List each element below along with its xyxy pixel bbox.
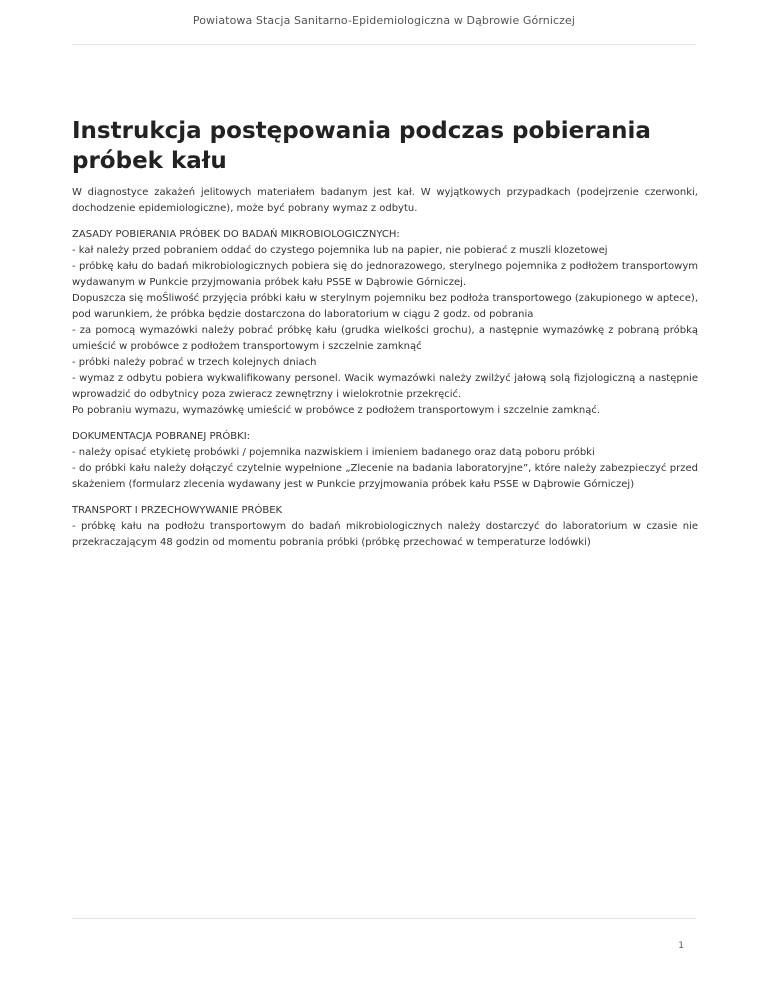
intro-block bbox=[72, 185, 698, 217]
page-header: Powiatowa Stacja Sanitarno-Epidemiologiczna w Dąbrowie Górniczej bbox=[192, 14, 576, 27]
page-number: 1 bbox=[678, 941, 684, 951]
section-line: - kał należy przed pobraniem oddać do czystego pojemnika lub na papier, nie pobierać z muszli klozetowej bbox=[72, 245, 608, 256]
header-divider bbox=[72, 44, 696, 45]
section-line: - próbki należy pobrać w trzech kolejnych dniach bbox=[72, 357, 317, 368]
section-line: Po pobraniu wymazu, wymazówkę umieścić w probówce z podłożem transportowym i szczelnie zamknąć. bbox=[72, 405, 601, 416]
intro-paragraph: W diagnostyce zakażeń jelitowych materiałem badanym jest kał. W wyjątkowych przypadkach (podejrzenie czerwonki, dochodzenie epidemiologiczne), może być pobrany wymaz z odbytu. bbox=[72, 187, 698, 214]
section-heading: DOKUMENTACJA POBRANEJ PRÓBKI: bbox=[72, 431, 251, 442]
section-line: - należy opisać etykietę probówki / pojemnika nazwiskiem i imieniem badanego oraz datą poboru próbki bbox=[72, 447, 595, 458]
section-heading: ZASADY POBIERANIA PRÓBEK DO BADAŃ MIKROBIOLOGICZNYCH: bbox=[72, 229, 400, 240]
section-line: Dopuszcza się moŜliwość przyjęcia próbki kału w sterylnym pojemniku bez podłoża transportowego (zakupionego w aptece), pod warunkiem, że próbka będzie dostarczona do laboratorium w ciągu 2 godz. od pobrania bbox=[72, 293, 698, 320]
section-documentation bbox=[72, 429, 698, 493]
section-line: - do próbki kału należy dołączyć czytelnie wypełnione „Zlecenie na badania laboratoryjne”, które należy zabezpieczyć przed skażeniem (formularz zlecenia wydawany jest w Punkcie przyjmowania próbek kału PSSE w Dąbrowie Górniczej) bbox=[72, 463, 698, 490]
footer-divider bbox=[72, 918, 696, 919]
section-heading: TRANSPORT I PRZECHOWYWANIE PRÓBEK bbox=[72, 505, 283, 516]
section-line: - próbkę kału na podłożu transportowym do badań mikrobiologicznych należy dostarczyć do laboratorium w czasie nie przekraczającym 48 godzin od momentu pobrania próbki (próbkę przechować w temperaturze lodówki) bbox=[72, 521, 698, 548]
section-line: - wymaz z odbytu pobiera wykwalifikowany personel. Wacik wymazówki należy zwilżyć jałową solą fizjologiczną a następnie wprowadzić do odbytnicy poza zwieracz zewnętrzny i wielokrotnie przekręcić. bbox=[72, 373, 698, 400]
section-sampling-rules bbox=[72, 227, 698, 419]
section-line: - próbkę kału do badań mikrobiologicznych pobiera się do jednorazowego, sterylnego pojemnika z podłożem transportowym wydawanym w Punkcie przyjmowania próbek kału PSSE w Dąbrowie Górniczej. bbox=[72, 261, 698, 288]
document-title: Instrukcja postępowania podczas pobierania próbek kału bbox=[72, 118, 651, 174]
document-body bbox=[72, 185, 698, 561]
section-transport bbox=[72, 503, 698, 551]
section-line: - za pomocą wymazówki należy pobrać próbkę kału (grudka wielkości grochu), a następnie wymazówkę z pobraną próbką umieścić w probówce z podłożem transportowym i szczelnie zamknąć bbox=[72, 325, 698, 352]
